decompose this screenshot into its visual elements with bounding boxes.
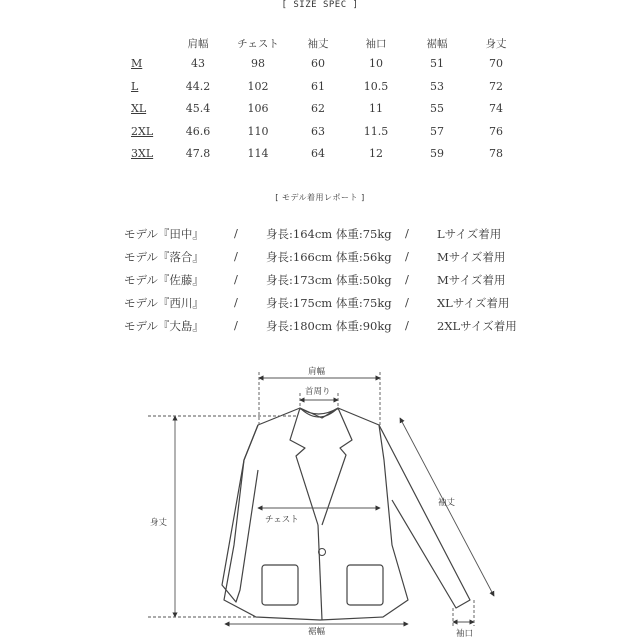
separator: / <box>234 272 238 286</box>
spec-cell: 110 <box>247 125 269 138</box>
col-header-length: 身丈 <box>485 38 507 50</box>
spec-cell: 47.8 <box>185 147 211 160</box>
col-header-chest: チェスト <box>237 38 279 50</box>
spec-cell: 62 <box>311 102 325 115</box>
label-hem: 裾幅 <box>308 627 326 637</box>
size-label-m: M <box>131 57 143 70</box>
separator: / <box>234 295 238 309</box>
separator: / <box>234 249 238 263</box>
spec-cell: 102 <box>247 80 269 93</box>
col-header-shoulder: 肩幅 <box>187 38 209 50</box>
model-stats: 身長:175cm 体重:75kg <box>266 296 392 310</box>
front-opening <box>318 525 322 620</box>
spec-cell: 57 <box>430 125 444 138</box>
separator: / <box>405 318 409 332</box>
model-fit: XLサイズ着用 <box>437 296 510 310</box>
separator: / <box>405 249 409 263</box>
spec-cell: 10 <box>369 57 383 70</box>
model-name: モデル『田中』 <box>124 227 204 241</box>
separator: / <box>405 226 409 240</box>
model-fit: 2XLサイズ着用 <box>437 319 517 333</box>
size-spec-heading: [ SIZE SPEC ] <box>281 0 359 10</box>
model-name: モデル『大島』 <box>124 319 204 333</box>
spec-cell: 55 <box>430 102 444 115</box>
spec-cell: 51 <box>430 57 444 70</box>
left-pocket <box>262 565 298 605</box>
model-report-heading: [ モデル着用レポート ] <box>275 193 365 202</box>
model-name: モデル『落合』 <box>124 250 204 264</box>
spec-cell: 114 <box>247 147 269 160</box>
spec-cell: 46.6 <box>185 125 211 138</box>
model-stats: 身長:164cm 体重:75kg <box>266 227 392 241</box>
spec-cell: 43 <box>191 57 205 70</box>
left-lapel <box>290 408 338 525</box>
spec-cell: 60 <box>311 57 325 70</box>
spec-cell: 61 <box>311 80 325 93</box>
spec-cell: 12 <box>369 147 383 160</box>
size-label-2xl: 2XL <box>131 125 154 138</box>
spec-cell: 11 <box>369 102 383 115</box>
spec-cell: 44.2 <box>185 80 211 93</box>
size-label-3xl: 3XL <box>131 147 154 160</box>
neck-curve <box>300 408 338 417</box>
model-fit: Lサイズ着用 <box>437 227 502 241</box>
label-cuff: 袖口 <box>456 629 474 639</box>
separator: / <box>405 295 409 309</box>
separator: / <box>234 226 238 240</box>
model-name: モデル『佐藤』 <box>124 273 204 287</box>
model-name: モデル『西川』 <box>124 296 204 310</box>
col-header-sleeve: 袖丈 <box>307 38 329 50</box>
label-sleeve: 袖丈 <box>438 498 456 508</box>
right-sleeve <box>379 425 470 608</box>
separator: / <box>234 318 238 332</box>
col-header-cuff: 袖口 <box>365 38 387 50</box>
label-neck: 首周り <box>305 387 331 397</box>
spec-cell: 106 <box>247 102 269 115</box>
spec-cell: 78 <box>489 147 503 160</box>
col-header-hem: 裾幅 <box>426 38 448 50</box>
spec-cell: 70 <box>489 57 503 70</box>
size-label-l: L <box>131 80 139 93</box>
spec-cell: 64 <box>311 147 325 160</box>
model-fit: Mサイズ着用 <box>437 273 506 287</box>
right-lapel <box>322 408 352 525</box>
spec-cell: 72 <box>489 80 503 93</box>
label-chest: チェスト <box>265 515 299 525</box>
separator: / <box>405 272 409 286</box>
spec-cell: 63 <box>311 125 325 138</box>
spec-cell: 98 <box>251 57 265 70</box>
spec-cell: 74 <box>489 102 503 115</box>
right-pocket <box>347 565 383 605</box>
spec-cell: 45.4 <box>185 102 211 115</box>
spec-cell: 59 <box>430 147 444 160</box>
left-sleeve <box>222 425 258 602</box>
size-label-xl: XL <box>131 102 147 115</box>
label-shoulder: 肩幅 <box>308 367 326 377</box>
spec-cell: 76 <box>489 125 503 138</box>
model-fit: Mサイズ着用 <box>437 250 506 264</box>
spec-cell: 11.5 <box>363 125 389 138</box>
spec-cell: 10.5 <box>363 80 389 93</box>
model-stats: 身長:180cm 体重:90kg <box>266 319 392 333</box>
label-length: 身丈 <box>150 518 168 528</box>
spec-cell: 53 <box>430 80 444 93</box>
model-stats: 身長:166cm 体重:56kg <box>266 250 392 264</box>
model-stats: 身長:173cm 体重:50kg <box>266 273 392 287</box>
